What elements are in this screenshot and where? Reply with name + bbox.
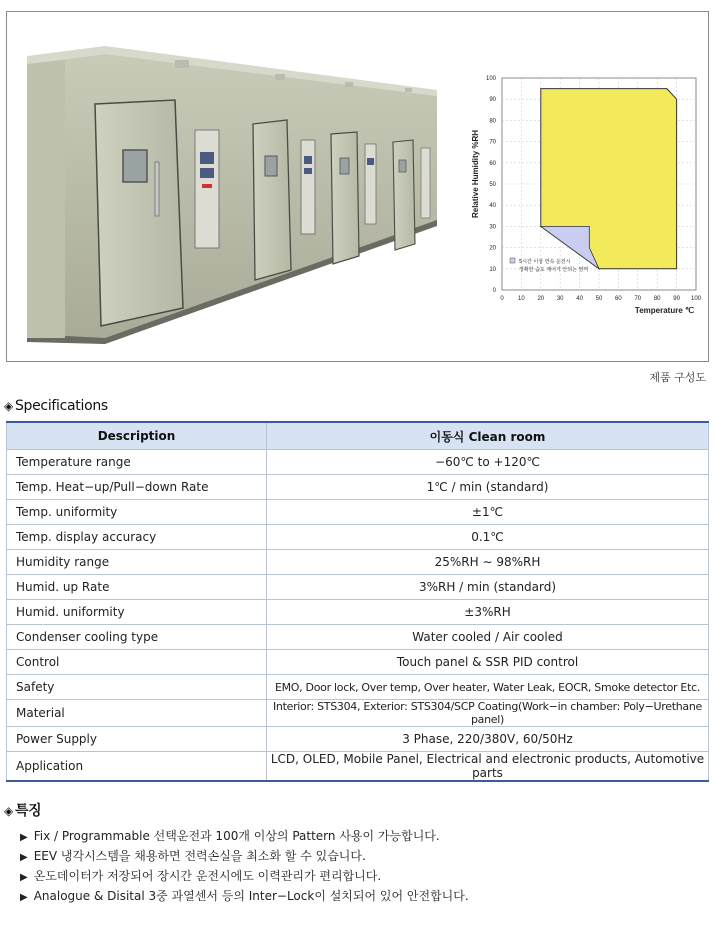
y-tick-label: 70 [489,139,496,146]
feature-text: 온도데이터가 저장되어 장시간 운전시에도 이력관리가 편리합니다. [33,869,382,883]
y-tick-label: 100 [485,76,496,82]
spec-value: LCD, OLED, Mobile Panel, Electrical and electronic products, Automotive parts [267,752,709,782]
table-row [7,675,709,700]
list-item [20,866,469,886]
x-tick-label: 80 [653,296,661,302]
spec-description: Temp. display accuracy [7,525,267,550]
spec-value: Touch panel & SSR PID control [267,650,709,675]
spec-value: 25%RH ∼ 98%RH [267,550,709,575]
x-tick-label: 50 [595,296,603,302]
features-title: 특징 [14,803,42,819]
triangle-bullet-icon: ▶ [20,832,28,843]
humidity-temperature-graph [462,64,702,324]
feature-text: EEV 냉각시스템을 채용하면 전력손실을 최소화 할 수 있습니다. [33,849,366,863]
table-row [7,700,709,727]
spec-description: Temp. uniformity [7,500,267,525]
y-tick-label: 40 [489,203,496,210]
operating-area [541,89,677,269]
spec-description: Humidity range [7,550,267,575]
table-row [7,600,709,625]
x-tick-label: 30 [556,296,564,302]
table-row [7,525,709,550]
diamond-bullet-icon: ◈ [4,804,13,818]
spec-value: 3%RH / min (standard) [267,575,709,600]
x-tick-label: 70 [634,296,642,302]
table-row [7,500,709,525]
header-description: Description [7,422,267,450]
spec-description: Temp. Heat−up/Pull−down Rate [7,475,267,500]
table-row [7,550,709,575]
spec-value: Interior: STS304, Exterior: STS304/SCP Coating(Work−in chamber: Poly−Urethane panel) [267,700,709,727]
features-list [20,826,469,906]
spec-description: Power Supply [7,727,267,752]
chamber-photo [25,44,437,344]
specifications-heading [4,398,108,414]
list-item [20,826,469,846]
x-tick-label: 40 [576,296,583,302]
product-overview-frame [6,11,709,362]
spec-description: Material [7,700,267,727]
figure-caption: 제품 구성도 [649,371,706,384]
y-tick-label: 0 [492,288,496,294]
spec-description: Control [7,650,267,675]
spec-value: EMO, Door lock, Over temp, Over heater, Water Leak, EOCR, Smoke detector Etc. [267,675,709,700]
spec-description: Application [7,752,267,782]
triangle-bullet-icon: ▶ [20,872,28,883]
spec-description: Humid. uniformity [7,600,267,625]
list-item [20,846,469,866]
spec-value: 0.1℃ [267,525,709,550]
x-tick-label: 20 [537,296,545,302]
spec-value: ±1℃ [267,500,709,525]
table-header-row [7,422,709,450]
table-row [7,475,709,500]
specifications-table [6,421,709,782]
spec-value: ±3%RH [267,600,709,625]
spec-value: Water cooled / Air cooled [267,625,709,650]
y-tick-label: 10 [489,266,496,273]
x-tick-label: 10 [518,296,525,302]
x-tick-label: 0 [500,296,504,302]
legend-line-2: 정확한 습도 제어가 안되는 영역 [519,267,589,273]
specifications-title: Specifications [14,398,108,414]
y-tick-label: 60 [489,160,496,167]
triangle-bullet-icon: ▶ [20,852,28,863]
table-row [7,450,709,475]
graph-x-axis-label: Temperature ℃ [634,306,694,315]
spec-description: Temperature range [7,450,267,475]
diamond-bullet-icon: ◈ [4,399,13,413]
y-tick-label: 30 [489,224,496,231]
y-tick-label: 80 [489,118,496,125]
table-row [7,727,709,752]
spec-description: Condenser cooling type [7,625,267,650]
table-row [7,650,709,675]
x-tick-label: 90 [673,296,680,302]
x-tick-label: 100 [690,296,702,302]
features-heading [4,800,41,820]
spec-description: Humid. up Rate [7,575,267,600]
table-row [7,752,709,782]
legend-swatch [510,258,515,263]
spec-value: 3 Phase, 220/380V, 60/50Hz [267,727,709,752]
spec-value: 1℃ / min (standard) [267,475,709,500]
feature-text: Analogue & Disital 3중 과열센서 등의 Inter−Lock이 설치되어 있어 안전합니다. [33,889,469,903]
spec-description: Safety [7,675,267,700]
y-tick-label: 90 [489,97,496,104]
table-row [7,575,709,600]
spec-value: −60℃ to +120℃ [267,450,709,475]
feature-text: Fix / Programmable 선택운전과 100개 이상의 Pattern 사용이 가능합니다. [33,829,440,843]
list-item [20,886,469,906]
y-tick-label: 20 [489,245,496,252]
x-tick-label: 60 [615,296,622,302]
table-row [7,625,709,650]
y-tick-label: 50 [489,182,496,188]
header-value: 이동식 Clean room [267,422,709,450]
graph-y-axis-label: Relative Humidity %RH [471,129,480,219]
legend-line-1: 5시간 이상 연속 운전시 [519,259,571,265]
triangle-bullet-icon: ▶ [20,892,28,903]
